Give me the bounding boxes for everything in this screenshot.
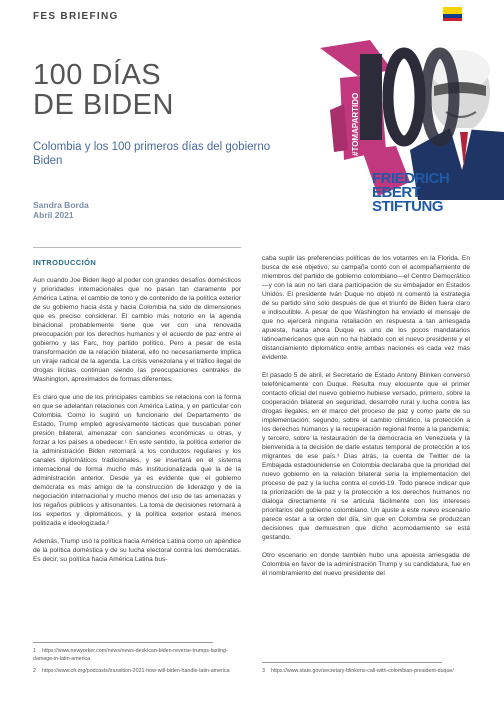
footnote-rule (33, 642, 213, 643)
footnote-rule (262, 662, 442, 663)
right-column (262, 254, 470, 587)
logo-line-2: EBERT (372, 184, 421, 201)
page-title (33, 60, 174, 120)
left-column (33, 250, 241, 573)
title-line-2: DE BIDEN (33, 89, 174, 121)
fes-logo (372, 172, 467, 214)
footnote-3: 3 https://www.state.gov/secretary-blinkens-call-with-colombian-president-duque/ (262, 668, 454, 674)
paragraph: Es claro que uno de los principales cambios se relaciona con la forma en que se adelantan relaciones con América Latina, y en particular con Colombia. Como lo sugirió un funcionario del Departamento de Estado, Trump empleó agresivamente tácticas que buscaban poner presión bilateral, amenazar con sanciones económicas u otras, y forzar a los países a obedecer.¹ En este sentido, la política exterior de la administración Biden retornará a los conductos regulares y los canales diplomáticos tradicionales, y se insertará en el sistema internacional de forma mucho más institucionalizada que la de la administración anterior. Desde ya es evidente que el gobierno demócrata es más amigo de la construcción de liderazgo y de la negociación internacional y mucho menos del uso de las amenazas y los regaños públicos y altisonantes. La toma de decisiones retornará a los expertos y diplomáticos, y la política exterior estará menos politizada e ideologizada.² (33, 394, 241, 527)
footnote-link[interactable]: https://www.state.gov/secretary-blinkens-call-with-colombian-president-duque/ (271, 668, 454, 674)
hashtag-text: #TOMAPARTIDO (351, 92, 360, 156)
footnote-link[interactable]: https://www.newyorker.com/news/news-desk/can-biden-reverse-trumps-lasting-damage-in-latin-america (33, 648, 228, 662)
series-label: FES BRIEFING (33, 11, 119, 22)
paragraph: Otro escenario en donde también hubo una apuesta arriesgada de Colombia en favor de la administración Trump y su candidatura, fue en el nombramiento del nuevo presidente del (262, 552, 470, 577)
paragraph: El pasado 5 de abril, el Secretario de Estado Antony Blinken conversó telefónicamente con Duque. Resulta muy elocuente que el primer contacto oficial del nuevo gobierno hubiese versado, primero, sobre la cooperación bilateral en seguridad, desarrollo rural y lucha contra las drogas ilegales, en el marco del proceso de paz y como parte de su implementación; segundo, sobre el cambio climático, la protección a los derechos humanos y la recuperación regional frente a la pandemia; y tercero, sobre la restauración de la democracia en Venezuela y la bienvenida a la decisión de darle estatus temporal de protección a los migrantes de ese país.³ Días atrás, la cuenta de Twitter de la Embajada estadounidense en Colombia declaraba que la prioridad del nuevo gobierno en la relación bilateral sería la implementación del proceso de paz y la lucha contra el covid-19. Todo parece indicar que la priorización de la paz y la protección a los derechos humanos no dialoga directamente ni se articula fácilmente con los intereses prioritarios del gobierno colombiano. Un ajuste a este nuevo escenario parece estar a la orden del día, sin que en Colombia se produzcan decisiones que demuestren que dicho acomodamiento se está gestando. (262, 372, 470, 541)
paragraph: Además, Trump usó la política hacia América Latina como un apéndice de la política doméstica y de su lucha electoral contra los demócratas. Es decir, su política hacia América Latina bus- (33, 538, 241, 563)
logo-line-1: FRIEDRICH (372, 170, 450, 187)
author-block (33, 200, 89, 220)
paragraph: Aun cuando Joe Biden llegó al poder con grandes desafíos domésticos y prioridades internacionales que no pasan tan claramente por América Latina, el cambio de tono y de contenido de la política exterior de su gobierno hacia ésta y hacia Colombia ha sido de dimensiones que es preciso considerar. El cambio más notorio en la agenda binacional probablemente tiene que ver con una renovada preocupación por los derechos humanos y el acuerdo de paz entre el gobierno y las Farc, hoy partido político. Pero a pesar de esta transformación de la relación bilateral, ello no necesariamente implica un viraje radical de la agenda. La crisis venezolana y el tráfico ilegal de drogas ilícitas continúan siendo las preocupaciones centrales de Washington, aproximados de formas diferentes. (33, 277, 241, 383)
logo-line-3: STIFTUNG (372, 198, 443, 215)
section-heading: INTRODUCCIÓN (33, 258, 97, 267)
author-name: Sandra Borda (33, 200, 89, 210)
paragraph: caba suplir las preferencias políticas de los votantes en la Florida. En busca de ese objetivo, su campaña contó con el acompañamiento de miembros del partido de gobierno colombiano—el Centro Democrático—y con la aún no tan clara participación de su embajador en Estados Unidos. El presidente Iván Duque no objetó ni comentó la estrategia de su partido sino sólo después de que el triunfo de Biden fuera claro e indiscutible. A pesar de que Washington ha enviado el mensaje de que no ejercerá ninguna retaliación en respuesta a tan arriesgada apuesta, hasta ahora Duque es uno de los pocos mandatarios latinoamericanos que aún no ha hablado con el nuevo presidente y el distanciamiento diplomático entre ambas naciones es cada vez más evidente. (262, 255, 470, 361)
footnote-2: 2 https://www.cfr.org/podcasts/transition-2021-how-will-biden-handle-latin-america (33, 668, 230, 674)
title-line-1: 100 DÍAS (33, 59, 162, 91)
footnote-link[interactable]: https://www.cfr.org/podcasts/transition-2021-how-will-biden-handle-latin-america (42, 668, 230, 674)
section-divider (33, 247, 241, 248)
cover-header (0, 0, 504, 238)
page-subtitle: Colombia y los 100 primeros días del gobierno Biden (33, 141, 271, 167)
publication-date: Abril 2021 (33, 210, 74, 220)
footnote-1: 1 https://www.newyorker.com/news/news-desk/can-biden-reverse-trumps-lasting-damage-in-latin-america (33, 648, 228, 662)
